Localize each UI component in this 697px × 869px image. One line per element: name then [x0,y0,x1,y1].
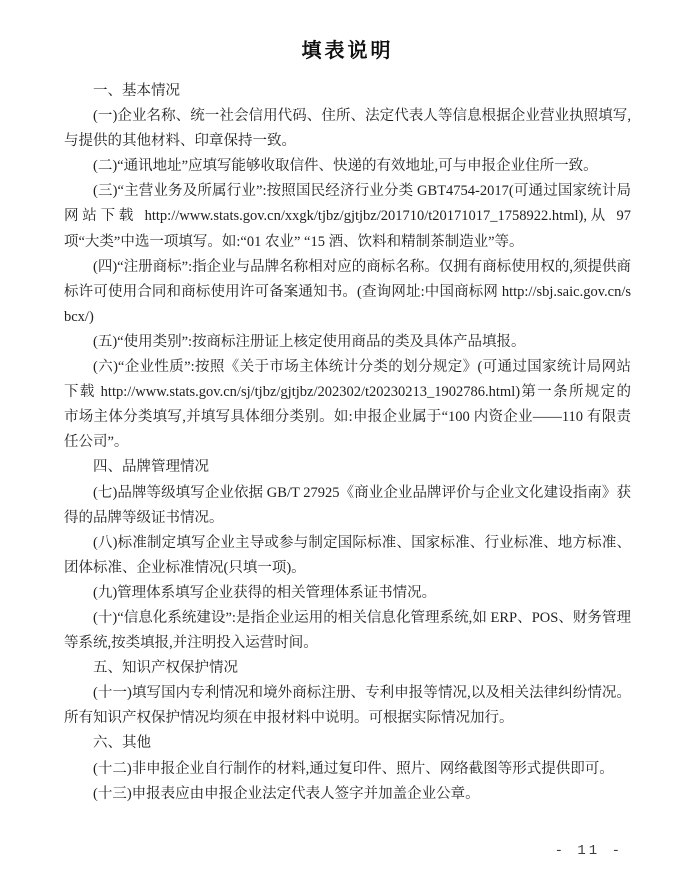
paragraph-item-7: (七)品牌等级填写企业依据 GB/T 27925《商业企业品牌评价与企业文化建设指南》获得的品牌等级证书情况。 [64,484,631,526]
section-heading-basic-info: 一、基本情况 [93,83,180,99]
paragraph-item-6: (六)“企业性质”:按照《关于市场主体统计分类的划分规定》(可通过国家统计局网站下载 http://www.stats.gov.cn/sj/tjbz/gjtjbz/202302/t20230213_1902786.html)第一条所规定的市场主体分类填写,并填写具体细分类别。如:申报企业属于“100 内资企业——110 有限责任公司”。 [64,359,631,451]
paragraph-item-1: (一)企业名称、统一社会信用代码、住所、法定代表人等信息根据企业营业执照填写,与提供的其他材料、印章保持一致。 [64,108,631,150]
paragraph-item-3: (三)“主营业务及所属行业”:按照国民经济行业分类 GBT4754-2017(可通过国家统计局网站下载 http://www.stats.gov.cn/xxgk/tjbz/gjtjbz/201710/t20171017_1758922.html),从 97 项“大类”中选一项填写。如:“01 农业” “15 酒、饮料和精制茶制造业”等。 [64,183,631,250]
paragraph-item-13: (十三)申报表应由申报企业法定代表人签字并加盖企业公章。 [93,785,480,802]
section-heading-brand-management: 四、品牌管理情况 [93,459,209,476]
paragraph-item-9: (九)管理体系填写企业获得的相关管理体系证书情况。 [93,584,437,601]
section-heading-other: 六、其他 [93,735,151,752]
paragraph-item-12: (十二)非申报企业自行制作的材料,通过复印件、照片、网络截图等形式提供即可。 [93,760,614,777]
document-body [64,79,631,807]
paragraph-item-8: (八)标准制定填写企业主导或参与制定国际标准、国家标准、行业标准、地方标准、团体标准、企业标准情况(只填一项)。 [64,534,631,576]
paragraph-item-11: (十一)填写国内专利情况和境外商标注册、专利申报等情况,以及相关法律纠纷情况。所有知识产权保护情况均须在申报材料中说明。可根据实际情况加行。 [64,685,631,727]
paragraph-item-2: (二)“通讯地址”应填写能够收取信件、快递的有效地址,可与申报企业住所一致。 [93,158,598,175]
paragraph-item-4: (四)“注册商标”:指企业与品牌名称相对应的商标名称。仅拥有商标使用权的,须提供商标许可使用合同和商标使用许可备案通知书。(查询网址:中国商标网 http://sbj.saic.gov.cn/sbcx/) [64,258,631,325]
page-title: 填表说明 [301,40,394,62]
paragraph-item-10: (十)“信息化系统建设”:是指企业运用的相关信息化管理系统,如 ERP、POS、财务管理等系统,按类填报,并注明投入运营时间。 [64,609,631,652]
section-heading-ip-protection: 五、知识产权保护情况 [93,660,238,677]
page-number: - 11 - [554,843,623,859]
paragraph-item-5: (五)“使用类别”:按商标注册证上核定使用商品的类及具体产品填报。 [93,333,526,350]
